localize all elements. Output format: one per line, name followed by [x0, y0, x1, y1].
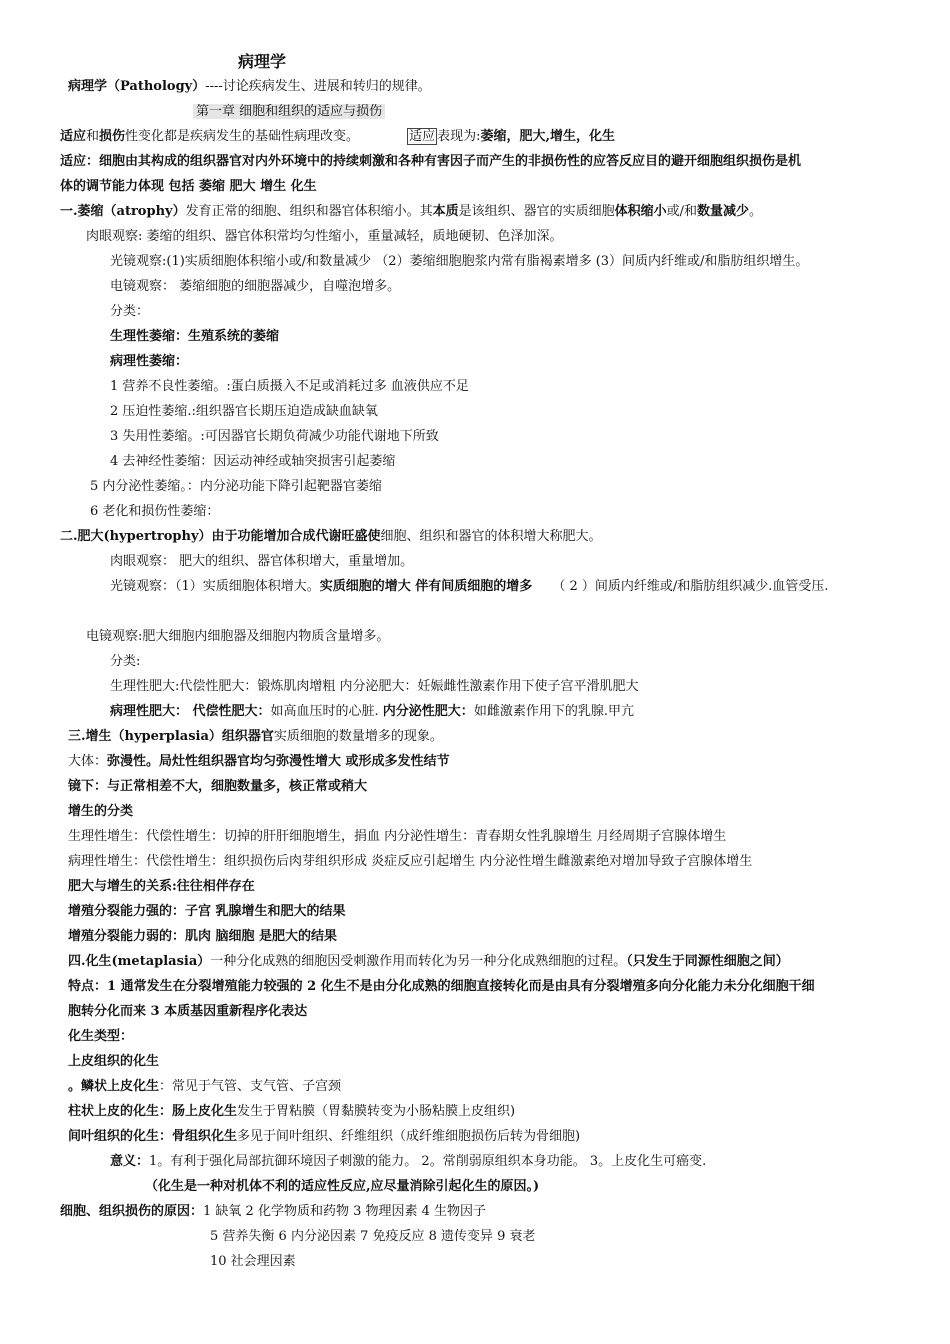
atrophy-def-1: 发育正常的细胞、组织和器官体积缩小。其	[185, 204, 433, 219]
adaptation-definition-2: 体的调节能力体现 包括 萎缩 肥大 增生 化生	[60, 179, 317, 194]
hyperplasia-pathological: 病理性增生：代偿性增生：组织损伤后肉芽组织形成 炎症反应引起增生 内分泌性增生雌激素绝对增加导致子宫腺体增生	[68, 854, 753, 869]
boxed-adaptation: 适应	[409, 129, 436, 144]
atrophy-item-5: 5 内分泌性萎缩。：内分泌功能下降引起靶器官萎缩	[90, 479, 382, 494]
metaplasia-significance	[110, 1151, 706, 1173]
atrophy-pathological: 病理性萎缩：	[110, 354, 189, 369]
summary-text: 性变化都是疾病发生的基础性病理改变。	[125, 129, 360, 144]
mesenchymal-text: 多见于间叶组织、纤维组织（成纤维细胞损伤后转为骨细胞)	[237, 1129, 581, 1144]
adaptation-summary-line	[60, 126, 615, 148]
hypertrophy-lm-3: （ 2 ）间质内纤维或/和脂肪组织减少.血管受压.	[552, 579, 829, 594]
hypertrophy-light-microscopy	[110, 576, 829, 598]
hypertrophy-physiological: 生理性肥大:代偿性肥大：锻炼肌肉增粗 内分泌肥大：妊娠雌性激素作用下使子宫平滑肌肥大	[110, 679, 639, 694]
significance-text: 1。有利于强化局部抗御环境因子刺激的能力。 2。常削弱原组织本身功能。 3。上皮化生可癌变.	[149, 1154, 707, 1169]
metaplasia-columnar	[68, 1101, 515, 1123]
hyperplasia-physiological: 生理性增生：代偿性增生：切掉的肝肝细胞增生，捐血 内分泌性增生：青春期女性乳腺增生 月经周期子宫腺体增生	[68, 829, 727, 844]
hypertrophy-lm-2: 实质细胞的增大 伴有间质细胞的增多	[319, 579, 533, 594]
metaplasia-epithelial: 上皮组织的化生	[68, 1054, 160, 1069]
hyperplasia-heading: 三.增生（hyperplasia）组织器官	[68, 729, 274, 744]
columnar-label: 柱状上皮的化生：肠上皮化生	[68, 1104, 238, 1119]
text-and: 和	[86, 129, 100, 144]
hyperplasia-heading-line	[68, 726, 443, 748]
atrophy-def-volume: 体积缩小	[614, 204, 667, 219]
hypertrophy-lm-1: 光镜观察：（1）实质细胞体积增大。	[110, 579, 320, 594]
squamous-label: 。鳞状上皮化生	[68, 1079, 160, 1094]
atrophy-heading-line	[60, 201, 762, 223]
hypertrophy-classification: 分类:	[110, 654, 141, 669]
mesenchymal-label: 间叶组织的化生：骨组织化生	[68, 1129, 238, 1144]
atrophy-def-3: 是该组织、器官的实质细胞	[458, 204, 615, 219]
hyperplasia-microscopy: 镜下：与正常相差不大，细胞数量多，核正常或稍大	[68, 779, 368, 794]
atrophy-item-4: 4 去神经性萎缩：因运动神经或轴突损害引起萎缩	[110, 454, 396, 469]
hypertrophy-path-label: 病理性肥大： 代偿性肥大：	[110, 704, 271, 719]
metaplasia-features-2: 胞转分化而来 3 本质基因重新程序化表达	[68, 1004, 308, 1019]
hyperplasia-weak-division: 增殖分裂能力弱的：肌肉 脑细胞 是肥大的结果	[68, 929, 338, 944]
injury-causes-line	[60, 1201, 486, 1223]
hypertrophy-gross: 肉眼观察： 肥大的组织、器官体积增大，重量增加。	[110, 554, 414, 569]
page-title: 病理学	[238, 52, 287, 71]
hypertrophy-endocrine-example: 如雌激素作用下的乳腺.甲亢	[473, 704, 634, 719]
hypertrophy-electron-microscopy: 电镜观察:肥大细胞内细胞器及细胞内物质含量增多。	[86, 629, 390, 644]
text-shown-as: 表现为:	[437, 129, 481, 144]
adaptation-definition-1: 适应：细胞由其构成的组织器官对内外环境中的持续刺激和各种有害因子而产生的非损伤性的应答反应目的避开细胞组织损伤是机	[60, 154, 802, 169]
metaplasia-heading-line	[68, 951, 789, 973]
atrophy-light-microscopy: 光镜观察:(1)实质细胞体积缩小或/和数量减少 （2）萎缩细胞胞浆内常有脂褐素增多 (3）间质内纤维或/和脂肪组织增生。	[110, 254, 809, 269]
atrophy-gross: 肉眼观察: 萎缩的组织、器官体积常均匀性缩小，重量减轻，质地硬韧、色泽加深。	[86, 229, 563, 244]
atrophy-physiological: 生理性萎缩：生殖系统的萎缩	[110, 329, 280, 344]
columnar-text: 发生于胃粘膜（胃黏膜转变为小肠粘膜上皮组织)	[237, 1104, 516, 1119]
hypertrophy-heading-line	[60, 526, 602, 548]
atrophy-classification: 分类：	[110, 304, 150, 319]
term-injury: 损伤	[99, 129, 126, 144]
hypertrophy-def: 细胞、组织和器官的体积增大称肥大。	[380, 529, 602, 544]
subtitle-rest: ----讨论疾病发生、进展和转归的规律。	[205, 79, 431, 94]
metaplasia-squamous	[68, 1076, 341, 1098]
atrophy-def-essence: 本质	[432, 204, 459, 219]
squamous-text: ：常见于气管、支气管、子宫颈	[159, 1079, 342, 1094]
atrophy-def-end: 。	[749, 204, 763, 219]
significance-label: 意义：	[110, 1154, 150, 1169]
hyperplasia-strong-division: 增殖分裂能力强的：子宫 乳腺增生和肥大的结果	[68, 904, 346, 919]
metaplasia-features-1: 特点：1 通常发生在分裂增殖能力较强的 2 化生不是由分化成熟的细胞直接转化而是由具有分裂增殖多向分化能力未分化细胞干细	[68, 979, 815, 994]
hypertrophy-endocrine-label: 内分泌性肥大：	[382, 704, 474, 719]
injury-causes-1: 1 缺氧 2 化学物质和药物 3 物理因素 4 生物因子	[203, 1204, 487, 1219]
hypertrophy-pathological	[110, 701, 634, 723]
subtitle-term: 病理学（Pathology）	[68, 79, 206, 94]
atrophy-item-3: 3 失用性萎缩。:可因器官长期负荷减少功能代谢地下所致	[110, 429, 439, 444]
atrophy-electron-microscopy: 电镜观察： 萎缩细胞的细胞器减少，自噬泡增多。	[110, 279, 401, 294]
metaplasia-def: 一种分化成熟的细胞因受刺激作用而转化为另一种分化成熟细胞的过程。	[210, 954, 627, 969]
atrophy-def-or: 或/和	[666, 204, 698, 219]
adaptation-types: 萎缩，肥大,增生，化生	[480, 129, 615, 144]
chapter-heading	[193, 101, 385, 123]
hyperplasia-def: 实质细胞的数量增多的现象。	[273, 729, 443, 744]
injury-heading: 细胞、组织损伤的原因：	[60, 1204, 204, 1219]
metaplasia-mesenchymal	[68, 1126, 580, 1148]
metaplasia-heading: 四.化生(metaplasia）	[68, 954, 211, 969]
injury-causes-2: 5 营养失衡 6 内分泌因素 7 免疫反应 8 遗传变异 9 衰老	[210, 1229, 536, 1244]
metaplasia-types: 化生类型：	[68, 1029, 134, 1044]
atrophy-item-2: 2 压迫性萎缩.:组织器官长期压迫造成缺血缺氧	[110, 404, 378, 419]
term-adaptation: 适应	[60, 129, 87, 144]
hypertrophy-path-example: 如高血压时的心脏.	[270, 704, 383, 719]
chapter-title: 第一章 细胞和组织的适应与损伤	[193, 104, 385, 119]
injury-causes-3: 10 社会理因素	[210, 1254, 296, 1269]
hypertrophy-heading: 二.肥大(hypertrophy）由于功能增加合成代谢旺盛使	[60, 529, 381, 544]
hyperplasia-relation: 肥大与增生的关系:往往相伴存在	[68, 879, 255, 894]
atrophy-def-number: 数量减少	[697, 204, 750, 219]
metaplasia-warning: （化生是一种对机体不利的适应性反应,应尽量消除引起化生的原因。)	[145, 1179, 540, 1194]
atrophy-heading: 一.萎缩（atrophy）	[60, 204, 186, 219]
hyperplasia-classification: 增生的分类	[68, 804, 134, 819]
metaplasia-note: （只发生于同源性细胞之间）	[626, 954, 789, 969]
hyperplasia-gross-text: 弥漫性。局灶性组织器官均匀弥漫性增大 或形成多发性结节	[107, 754, 450, 769]
subtitle-line	[68, 76, 431, 98]
hyperplasia-gross	[68, 751, 450, 773]
atrophy-item-6: 6 老化和损伤性萎缩：	[90, 504, 220, 519]
atrophy-item-1: 1 营养不良性萎缩。:蛋白质摄入不足或消耗过多 血液供应不足	[110, 379, 469, 394]
hyperplasia-gross-label: 大体：	[68, 754, 108, 769]
